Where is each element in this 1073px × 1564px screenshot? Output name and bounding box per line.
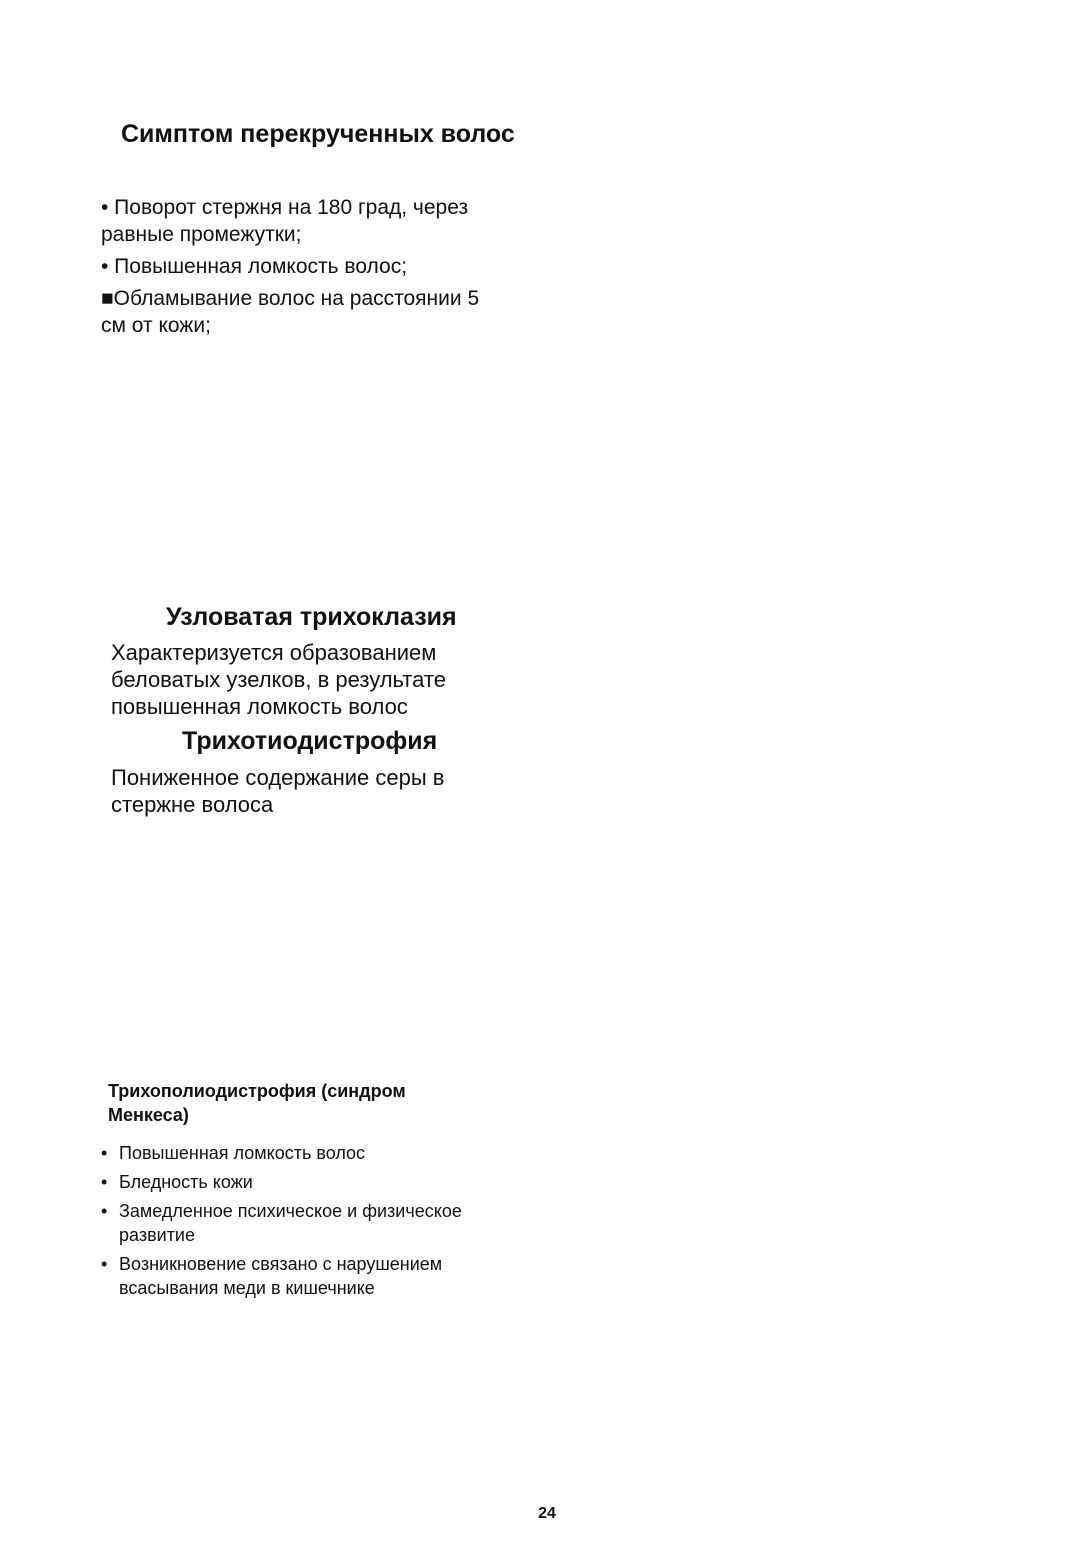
- list-item: [101, 1199, 501, 1247]
- bullet-icon: •: [101, 1201, 108, 1221]
- trichothiodystrophy-description: Пониженное содержание серы в стержне волоса: [111, 765, 445, 817]
- trichoclasia-description: Характеризуется образованием беловатых узелков, в результате повышенная ломкость волос: [111, 640, 446, 719]
- list-item-text: Замедленное психическое и физическое развитие: [119, 1201, 462, 1245]
- page-number: 24: [538, 1505, 556, 1522]
- list-item: [101, 1170, 501, 1194]
- section-twisted-hair-title: Симптом перекрученных волос: [121, 120, 515, 148]
- list-item-text: Повышенная ломкость волос: [119, 1143, 366, 1163]
- bullet-icon: •: [101, 1254, 108, 1274]
- twisted-hair-item: • Поворот стержня на 180 град, через равные промежутки;: [101, 196, 469, 246]
- twisted-hair-item: ■Обламывание волос на расстоянии 5 см от кожи;: [101, 287, 480, 337]
- section-trichoclasia-title: Узловатая трихоклазия: [166, 603, 457, 631]
- twisted-hair-item: • Повышенная ломкость волос;: [101, 255, 408, 278]
- section-menkes-title: Трихополиодистрофия (синдром Менкеса): [108, 1081, 406, 1125]
- list-item-text: Бледность кожи: [119, 1172, 253, 1192]
- list-item: [101, 1141, 501, 1165]
- menkes-symptom-list: [101, 1141, 501, 1305]
- bullet-icon: •: [101, 1143, 108, 1163]
- list-item: [101, 1252, 501, 1300]
- list-item-text: Возникновение связано с нарушением всасывания меди в кишечнике: [119, 1254, 443, 1298]
- bullet-icon: •: [101, 1172, 108, 1192]
- section-trichothiodystrophy-title: Трихотиодистрофия: [182, 727, 438, 755]
